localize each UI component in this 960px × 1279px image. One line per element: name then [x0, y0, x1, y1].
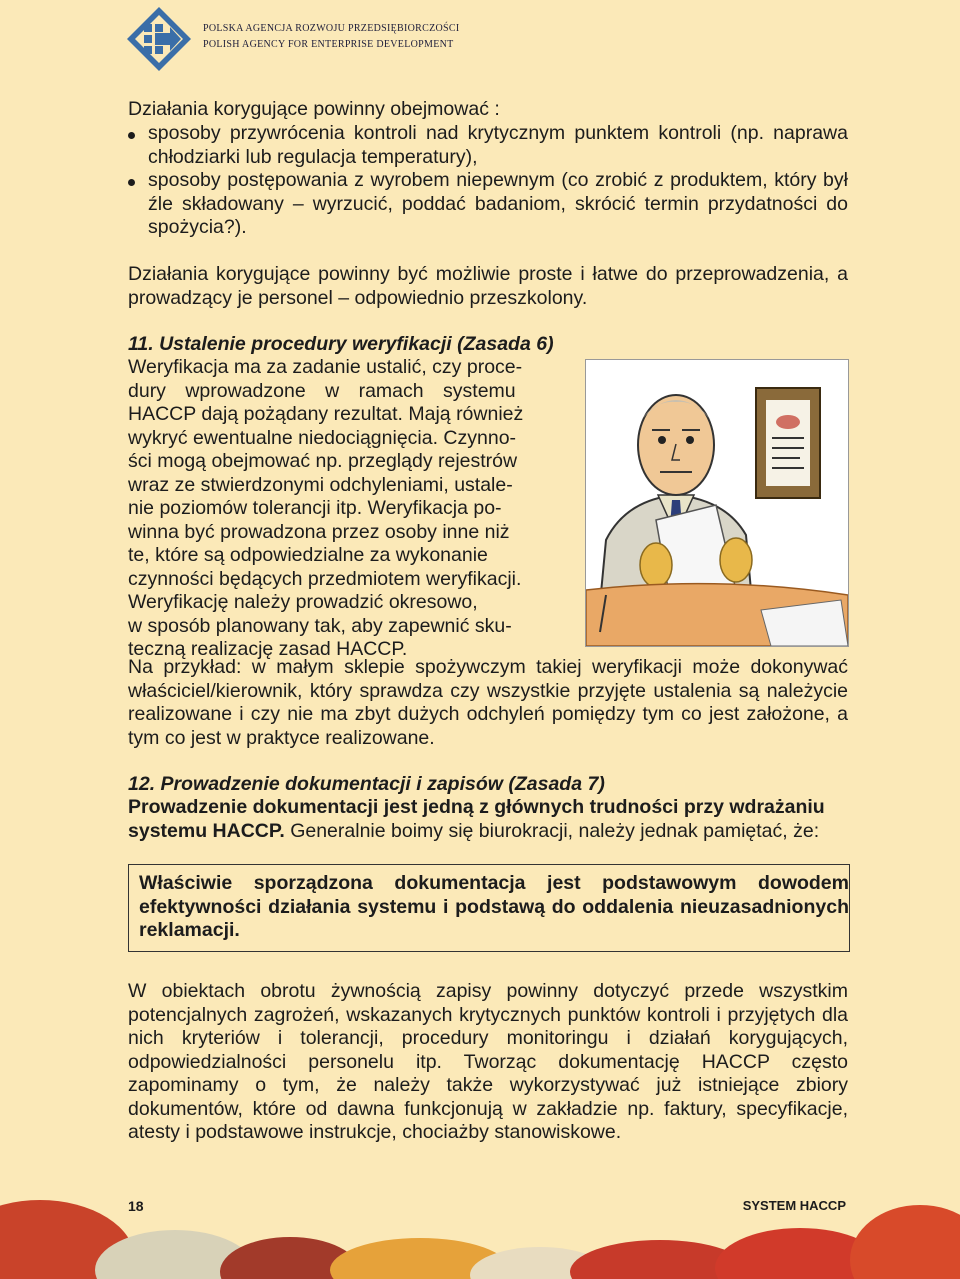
footer-title: SYSTEM HACCP [742, 1198, 846, 1213]
text-line: ści mogą obejmować np. przeglądy rejestrów [128, 450, 518, 472]
text-line: te, które są odpowiedzialne za wykonanie [128, 544, 488, 566]
text-line: HACCP dają pożądany rezultat. Mają również [128, 403, 524, 425]
verification-example: Na przykład: w małym sklepie spożywczym takiej weryfikacji może dokonywać właściciel/kierownik, który sprawdza czy wszystkie przyjęte ustalenia są należycie realizowane i czy nie ma zbyt dużych odchyleń pomiędzy tym co jest założone, a tym co jest w praktyce realizowane. [128, 656, 848, 749]
text-line: nie poziomów tolerancji itp. Weryfikacja po- [128, 497, 502, 519]
section-12-heading: 12. Prowadzenie dokumentacji i zapisów (Zasada 7) [128, 773, 605, 795]
section-11-body [128, 356, 558, 662]
text-line: winna być prowadzona przez osoby inne niż [128, 520, 510, 543]
page-number: 18 [128, 1198, 144, 1214]
agency-logo [126, 6, 192, 72]
key-statement-box: Właściwie sporządzona dokumentacja jest podstawowym dowodem efektywności działania systemu i podstawą do oddalenia nieuzasadnionych reklamacji. [128, 864, 850, 952]
vegetables-decoration [0, 1160, 960, 1279]
corrective-actions-paragraph: Działania korygujące powinny być możliwie proste i łatwe do przeprowadzenia, a prowadzący je personel – odpowiednio przeszkolony. [128, 263, 848, 309]
documentation-intro-rest: Generalnie boimy się biurokracji, należy jednak pamiętać, że: [284, 819, 820, 842]
bullet-icon [128, 132, 135, 139]
records-paragraph: W obiektach obrotu żywnością zapisy powinny dotyczyć przede wszystkim potencjalnych zagrożeń, wskazanych krytycznych punktów kontroli i przyjętych dla nich kryteriów i tolerancji, procedury monitoringu i działań korygujących, odpowiedzialności personelu itp. Tworząc dokumentację HACCP często zapominamy o tym, że należy także wykorzystywać już istniejące zbiory dokumentów, które od dawna funkcjonują w zakładzie np. faktury, specyfikacje, atesty i podstawowe instrukcje, chociażby stanowiskowe. [128, 980, 848, 1143]
corrective-actions-lead: Działania korygujące powinny obejmować : [128, 98, 500, 120]
text-line: wraz ze stwierdzonymi odchyleniami, ustale- [128, 473, 513, 496]
agency-name-en: POLISH AGENCY FOR ENTERPRISE DEVELOPMENT [203, 39, 454, 50]
bullet-item [128, 122, 848, 169]
agency-name-pl: POLSKA AGENCJA ROZWOJU PRZEDSIĘBIORCZOŚCI [203, 23, 460, 34]
text-line: w sposób planowany tak, aby zapewnić sku- [128, 614, 512, 637]
text-line: czynności będących przedmiotem weryfikacji. [128, 567, 522, 590]
documentation-intro-bold: Prowadzenie dokumentacji jest jedną z głównych trudności przy wdrażaniu systemu HACCP. [128, 796, 825, 842]
text-line: wykryć ewentualne niedociągnięcia. Czynno- [128, 426, 517, 449]
section-11-heading: 11. Ustalenie procedury weryfikacji (Zasada 6) [128, 333, 554, 355]
text-line: Weryfikację należy prowadzić okresowo, [128, 591, 478, 613]
agency-name [203, 21, 460, 53]
text-line: dury wprowadzone w ramach systemu [128, 379, 516, 402]
bullet-text: sposoby postępowania z wyrobem niepewnym (co zrobić z produktem, który był źle składowany – wyrzucić, poddać badaniom, skrócić termin przydatności do spożycia?). [148, 169, 848, 238]
documentation-intro [128, 796, 848, 843]
text-line: Weryfikacja ma za zadanie ustalić, czy proce- [128, 356, 523, 378]
bullet-text: sposoby przywrócenia kontroli nad krytycznym punktem kontroli (np. naprawa chłodziarki lub regulacja temperatury), [148, 122, 848, 168]
bullet-item [128, 169, 848, 240]
inspector-illustration [585, 359, 849, 647]
text-line: teczną realizację zasad HACCP. [128, 638, 408, 660]
bullet-icon [128, 179, 135, 186]
